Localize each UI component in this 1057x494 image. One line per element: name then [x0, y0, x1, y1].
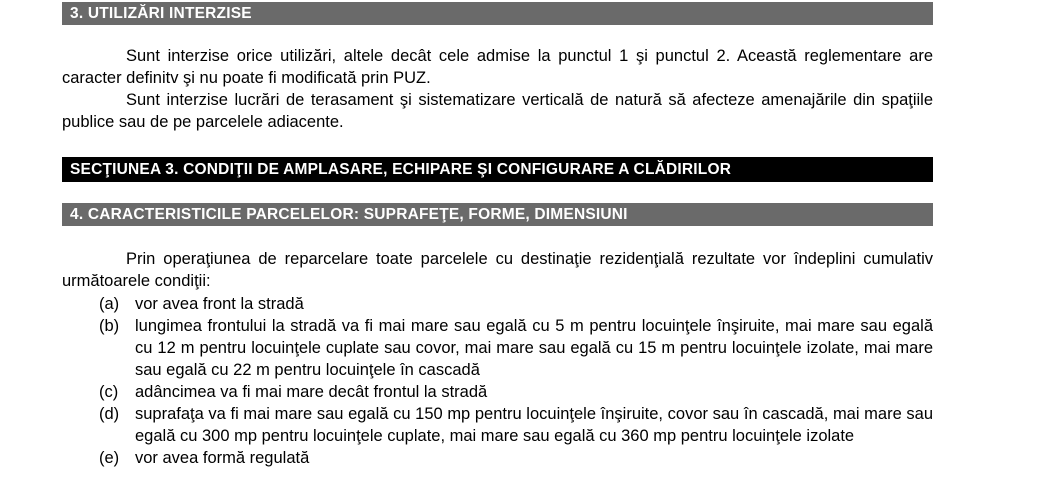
list-item-text: vor avea formă regulată — [135, 449, 310, 467]
list-item-label: (b) — [99, 317, 120, 335]
paragraph-reparcelare: Prin operaţiunea de reparcelare toate parcelele cu destinaţie rezidenţială rezultate vor îndeplini cumulativ următoarele condiţii: — [62, 250, 933, 290]
list-item — [62, 293, 933, 315]
list-item — [62, 447, 933, 469]
paragraph-utilizari-interzise-1: Sunt interzise orice utilizări, altele decât cele admise la punctul 1 şi punctul 2. Această reglementare are caracter definitv şi nu poate fi modificată prin PUZ. — [62, 47, 933, 87]
document-content — [62, 0, 933, 469]
list-item — [62, 381, 933, 403]
list-item-text: vor avea front la stradă — [135, 295, 304, 313]
list-item-text: adâncimea va fi mai mare decât frontul la stradă — [135, 383, 488, 401]
heading-caracteristicile-parcelelor: 4. CARACTERISTICILE PARCELELOR: SUPRAFEŢE, FORME, DIMENSIUNI — [62, 203, 933, 226]
paragraph-group-interdictii — [62, 45, 933, 133]
list-item — [62, 315, 933, 381]
heading-sectiunea-3: SECŢIUNEA 3. CONDIŢII DE AMPLASARE, ECHIPARE ŞI CONFIGURARE A CLĂDIRILOR — [62, 157, 933, 182]
list-item-label: (e) — [99, 449, 120, 467]
heading-utilizari-interzise: 3. UTILIZĂRI INTERZISE — [62, 2, 933, 25]
list-item-text: suprafaţa va fi mai mare sau egală cu 150 mp pentru locuinţele înşiruite, covor sau în cascadă, mai mare sau egală cu 300 mp pentru locuinţele cuplate, mai mare sau egală cu 360 mp pentru locuinţele izolate — [135, 405, 933, 445]
list-item-label: (c) — [99, 383, 119, 401]
conditions-list — [62, 293, 933, 469]
list-item-label: (a) — [99, 295, 120, 313]
list-item-text: lungimea frontului la stradă va fi mai mare sau egală cu 5 m pentru locuinţele înşiruite, mai mare sau egală cu 12 m pentru locuinţele cuplate sau covor, mai mare sau egală cu 15 m pentru locuinţele izolate, mai mare sau egală cu 22 m pentru locuinţele în cascadă — [135, 317, 933, 379]
list-item-label: (d) — [99, 405, 120, 423]
list-item — [62, 403, 933, 447]
paragraph-utilizari-interzise-2: Sunt interzise lucrări de terasament şi sistematizare verticală de natură să afecteze amenajările din spaţiile publice sau de pe parcelele adiacente. — [62, 91, 933, 131]
